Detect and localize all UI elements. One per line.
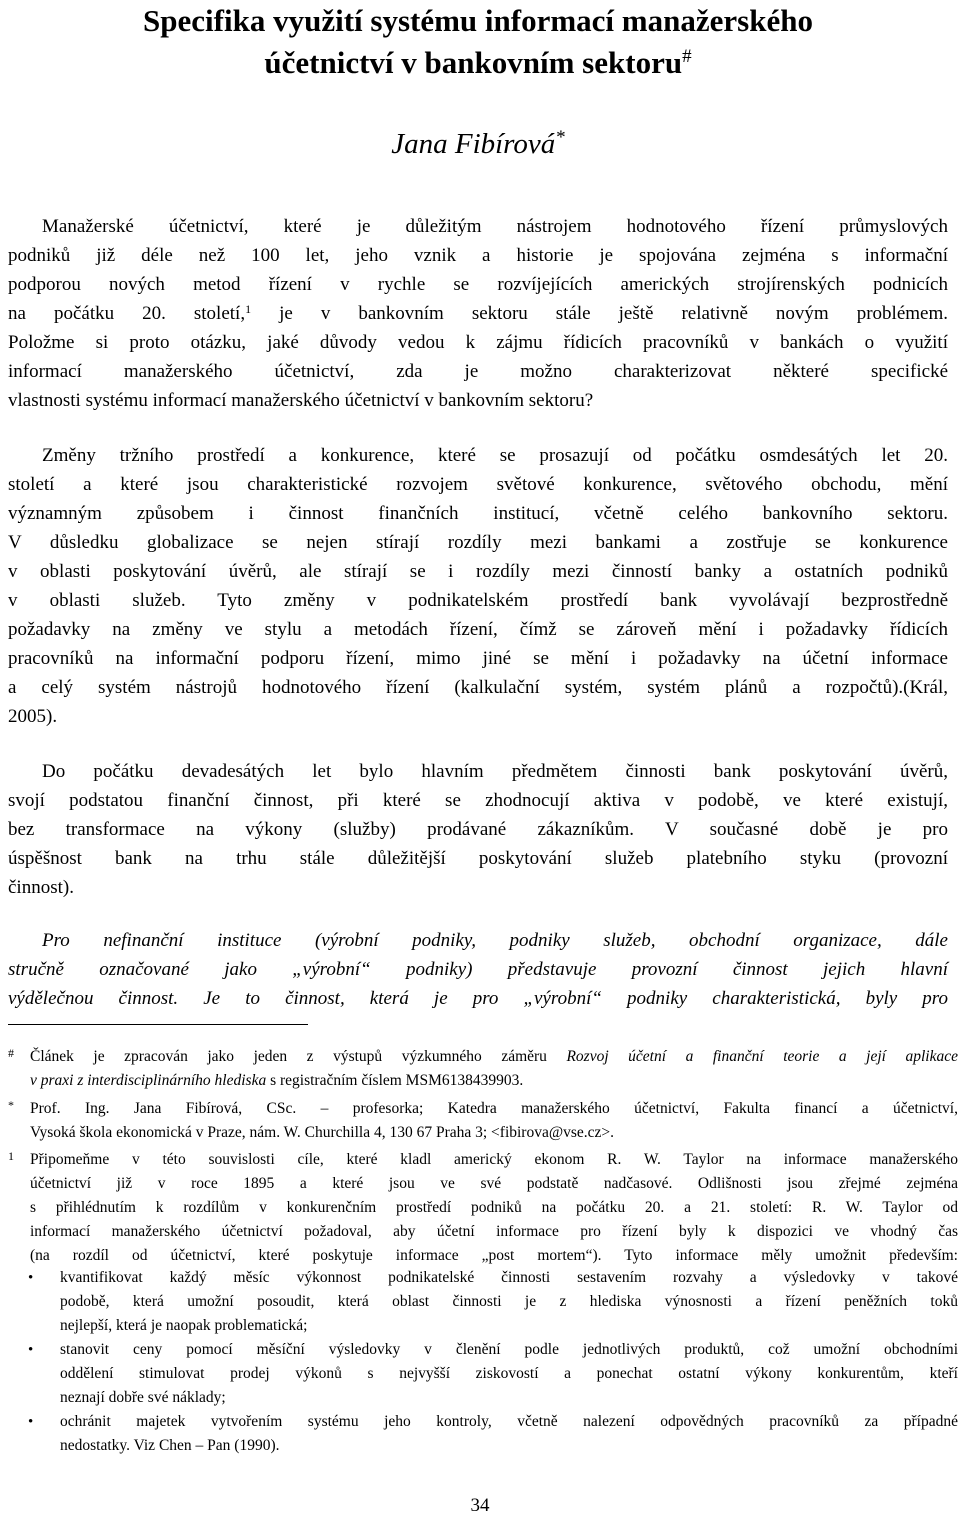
footnote-mark: 1: [8, 1149, 14, 1163]
page-number: 34: [470, 1495, 490, 1516]
footnote-author: [8, 1097, 958, 1145]
footnote-hash: [8, 1045, 958, 1093]
text-line: vlastnosti systému informací manažerského účetnictví v bankovním sektoru?: [8, 390, 594, 411]
list-line: stanovit ceny pomocí měsíční výsledovky v členění podle jednotlivých produktů, což umožní obchodními: [60, 1341, 958, 1358]
text-line: století a které jsou charakteristické rozvojem světové konkurence, světového obchodu, mění: [8, 474, 948, 495]
text-line: Pro nefinanční instituce (výrobní podniky, podniky služeb, obchodní organizace, dále: [42, 930, 948, 951]
footnote-line: informací manažerského účetnictví požadoval, aby účetní informace pro řízení byly k dispozici ve vhodný čas: [30, 1223, 958, 1240]
list-item: [8, 1410, 958, 1458]
text-line: stručně označované jako „výrobní“ podniky) představuje provozní činnost jejich hlavní: [8, 959, 948, 980]
list-line: neznají dobře své náklady;: [60, 1389, 226, 1406]
text-line: svojí podstatou finanční činnost, při které se zhodnocují aktiva v podobě, ve které existují,: [8, 790, 948, 811]
text-line: požadavky na změny ve stylu a metodách řízení, čímž se zároveň mění i požadavky řídicích: [8, 619, 948, 640]
list-line: nedostatky. Viz Chen – Pan (1990).: [60, 1437, 280, 1454]
text-line: v oblasti poskytování úvěrů, ale stírají se i rozdíly mezi činností banky a ostatních podniků: [8, 561, 948, 582]
list-item: [8, 1338, 958, 1410]
text-line: podniků již déle než 100 let, jeho vznik a historie je spojována zejména s informační: [8, 245, 948, 266]
footnote-line: Připomeňme v této souvislosti cíle, které kladl americký ekonom R. W. Taylor na informace manažerského: [30, 1151, 958, 1168]
footnote-line: Prof. Ing. Jana Fibírová, CSc. – profesorka; Katedra manažerského účetnictví, Fakulta financí a účetnictví,: [30, 1100, 958, 1117]
text-line: informací manažerského účetnictví, zda je možno charakterizovat některé specifické: [8, 361, 948, 382]
footnote-bullet-list: [8, 1266, 958, 1458]
footnote-ref-1[interactable]: 1: [245, 302, 252, 316]
text-line: pracovníků na informační podporu řízení, mimo jiné se mění i požadavky na účetní informace: [8, 648, 948, 669]
text-line: bez transformace na výkony (služby) prodávané zákazníkům. V současné době je pro: [8, 819, 948, 840]
text-line: na počátku 20. století,$^1$ je v bankovním sektoru stále ještě relativně novým problémem.: [8, 302, 949, 324]
paragraph-4: [8, 926, 948, 1013]
footnote-mark: #: [8, 1046, 14, 1060]
paragraph-2: [8, 441, 948, 731]
footnote-line: Článek je zpracován jako jeden z výstupů výzkumného záměru Rozvoj účetní a finanční teorie a její aplikace: [30, 1048, 958, 1065]
list-line: kvantifikovat každý měsíc výkonnost podnikatelské činnosti sestavením rozvahy a výsledovky v takové: [60, 1269, 958, 1286]
list-line: nejlepší, která je naopak problematická;: [60, 1317, 308, 1334]
text-line: a celý systém nástrojů hodnotového řízení (kalkulační systém, systém plánů a rozpočtů).(Král,: [8, 677, 948, 698]
title-line-2: účetnictví v bankovním sektoru#: [264, 45, 692, 80]
text-line: výdělečnou činnost. Je to činnost, která je pro „výrobní“ podniky charakteristická, byly pro: [8, 988, 948, 1009]
footnote-1: [8, 1148, 958, 1268]
paragraph-3: [8, 757, 948, 902]
footnote-line: Vysoká škola ekonomická v Praze, nám. W. Churchilla 4, 130 67 Praha 3; <fibirova@vse.cz>.: [30, 1124, 615, 1141]
text-line: 2005).: [8, 706, 58, 727]
bullet-icon: •: [28, 1414, 34, 1430]
author-name: Jana Fibírová*: [391, 127, 565, 160]
paragraph-1: [8, 212, 948, 415]
footnote-line: s přihlédnutím k rozdílům v konkurenčním prostředí podniků na počátku 20. a 21. století: R. W. Taylor od: [30, 1199, 958, 1216]
text-line: Položme si proto otázku, jaké důvody vedou k zájmu řídicích pracovníků v bankách o využití: [8, 332, 948, 353]
title-footnote-mark[interactable]: #: [682, 46, 692, 67]
text-line: Do počátku devadesátých let bylo hlavním předmětem činnosti bank poskytování úvěrů,: [42, 761, 948, 782]
text-line: podporou nových metod řízení v rychle se rozvíjejících amerických strojírenských podnicích: [8, 274, 948, 295]
bullet-icon: •: [28, 1270, 34, 1286]
text-line: úspěšnost bank na trhu stále důležitější poskytování služeb platebního styku (provozní: [8, 848, 948, 869]
list-item: [8, 1266, 958, 1338]
author-footnote-mark[interactable]: *: [555, 127, 565, 148]
text-line: Změny tržního prostředí a konkurence, které se prosazují od počátku osmdesátých let 20.: [42, 445, 948, 466]
title-line-1: Specifika využití systému informací manažerského: [143, 3, 813, 38]
list-line: oddělení stimulovat prodej výkonů s nejvyšší ziskovostí a ponechat ostatní výkony konkurentům, kteří: [60, 1365, 958, 1382]
footnote-line: v praxi z interdisciplinárního hlediska s registračním číslem MSM6138439903.: [30, 1072, 524, 1089]
footnote-mark: *: [8, 1098, 14, 1112]
footnote-separator: [8, 1024, 308, 1025]
footnote-line: účetnictví již v roce 1895 a které jsou ve své podstatě nadčasové. Odlišnosti jsou zřejmé zejména: [30, 1175, 958, 1192]
text-line: V důsledku globalizace se nejen stírají rozdíly mezi bankami a zostřuje se konkurence: [8, 532, 948, 553]
list-line: ochránit majetek vytvořením systému jeho kontroly, včetně nalezení odpovědných pracovníků za případné: [60, 1413, 958, 1430]
text-line: činnost).: [8, 877, 74, 898]
text-line: Manažerské účetnictví, které je důležitým nástrojem hodnotového řízení průmyslových: [42, 216, 948, 237]
footnote-line: (na rozdíl od účetnictví, které poskytuje informace „post mortem“). Tyto informace měly umožnit především:: [30, 1247, 958, 1264]
list-line: podobě, která umožní posoudit, která oblast činnosti je z hlediska výnosnosti a řízení peněžních toků: [60, 1293, 958, 1310]
text-line: významným způsobem i činnost finančních institucí, včetně celého bankovního sektoru.: [8, 503, 948, 524]
bullet-icon: •: [28, 1342, 34, 1358]
text-line: v oblasti služeb. Tyto změny v podnikatelském prostředí bank vyvolávají bezprostředně: [8, 590, 948, 611]
